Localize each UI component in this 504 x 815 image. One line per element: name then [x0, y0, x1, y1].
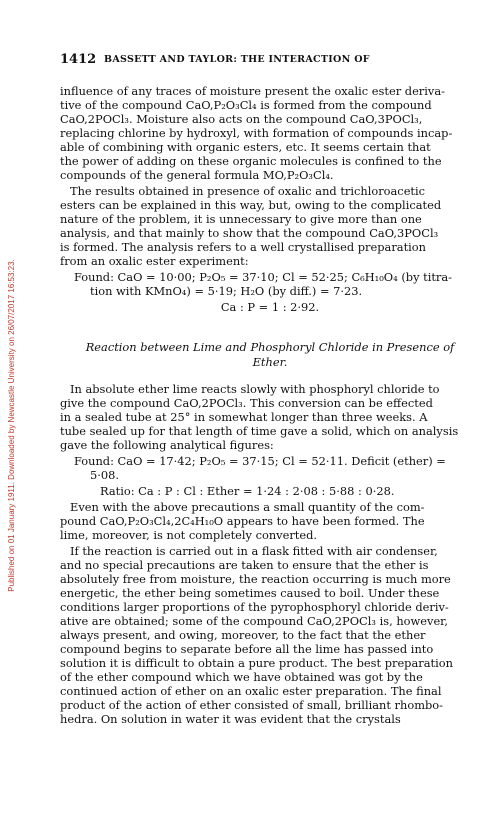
text-line: In absolute ether lime reacts slowly with phosphoryl chloride to — [70, 382, 440, 396]
text-line: continued action of ether on an oxalic ester preparation. The final — [60, 684, 442, 698]
text-line: replacing chlorine by hydroxyl, with formation of compounds incap- — [60, 126, 453, 140]
download-margin-note — [1, 120, 21, 730]
text-line: Found: CaO = 17·42; P₂O₅ = 37·15; Cl = 52·11. Deficit (ether) = — [74, 454, 446, 468]
text-line: energetic, the ether being sometimes caused to boil. Under these — [60, 586, 440, 600]
section-heading-line: Reaction between Lime and Phosphoryl Chloride in Presence of — [85, 340, 455, 354]
text-line: product of the action of ether consisted of small, brilliant rhombo- — [60, 698, 443, 712]
text-line: The results obtained in presence of oxalic and trichloroacetic — [70, 184, 426, 198]
text-line: and no special precautions are taken to ensure that the ether is — [60, 558, 429, 572]
text-line: ative are obtained; some of the compound CaO,2POCl₃ is, however, — [60, 614, 448, 628]
text-line: is formed. The analysis refers to a well crystallised preparation — [60, 240, 426, 254]
margin-note-text: Published on 01 January 1911. Downloaded by Newcastle University on 26/07/2017 16:53:23. — [6, 258, 16, 592]
text-line: CaO,2POCl₃. Moisture also acts on the compound CaO,3POCl₃, — [60, 112, 423, 126]
text-line: lime, moreover, is not completely converted. — [60, 528, 318, 542]
text-line: nature of the problem, it is unnecessary to give more than one — [60, 212, 422, 226]
text-line: able of combining with organic esters, etc. It seems certain that — [60, 140, 431, 154]
text-line: esters can be explained in this way, but, owing to the complicated — [60, 198, 442, 212]
text-line: in a sealed tube at 25° in somewhat longer than three weeks. A — [60, 410, 428, 424]
text-line: tion with KMnO₄) = 5·19; H₂O (by diff.) = 7·23. — [90, 284, 363, 298]
text-line: analysis, and that mainly to show that the compound CaO,3POCl₃ — [60, 226, 439, 240]
page-number: 1412 — [60, 52, 97, 67]
text-line: the power of adding on these organic molecules is confined to the — [60, 154, 442, 168]
text-line: compound begins to separate before all the lime has passed into — [60, 642, 434, 656]
text-line: solution it is difficult to obtain a pure product. The best preparation — [60, 656, 453, 670]
running-title: BASSETT AND TAYLOR: THE INTERACTION OF — [104, 54, 370, 65]
text-line: Found: CaO = 10·00; P₂O₅ = 37·10; Cl = 52·25; C₆H₁₀O₄ (by titra- — [74, 270, 453, 284]
text-line: from an oxalic ester experiment: — [60, 254, 249, 268]
text-line: Ratio: Ca : P : Cl : Ether = 1·24 : 2·08 : 5·88 : 0·28. — [100, 484, 395, 498]
text-line: influence of any traces of moisture present the oxalic ester deriva- — [60, 84, 445, 98]
text-line: absolutely free from moisture, the reaction occurring is much more — [60, 572, 451, 586]
text-line: If the reaction is carried out in a flask fitted with air condenser, — [70, 544, 438, 558]
text-line: gave the following analytical figures: — [60, 438, 274, 452]
text-line: tive of the compound CaO,P₂O₃Cl₄ is formed from the compound — [60, 98, 432, 112]
page-header — [60, 52, 480, 66]
text-line: compounds of the general formula MO,P₂O₃Cl₄. — [60, 168, 334, 182]
text-line: of the ether compound which we have obtained was got by the — [60, 670, 423, 684]
text-line: give the compound CaO,2POCl₃. This conversion can be effected — [60, 396, 433, 410]
section-heading-line: Ether. — [252, 355, 288, 369]
text-line: always present, and owing, moreover, to the fact that the ether — [60, 628, 426, 642]
text-line: conditions larger proportions of the pyrophosphoryl chloride deriv- — [60, 600, 449, 614]
text-line: 5·08. — [90, 468, 119, 482]
text-line: pound CaO,P₂O₃Cl₄,2C₄H₁₀O appears to have been formed. The — [60, 514, 425, 528]
text-line: tube sealed up for that length of time gave a solid, which on analysis — [60, 424, 459, 438]
text-line: Ca : P = 1 : 2·92. — [220, 300, 320, 314]
text-line: Even with the above precautions a small quantity of the com- — [70, 500, 425, 514]
text-line: hedra. On solution in water it was evident that the crystals — [60, 712, 401, 726]
